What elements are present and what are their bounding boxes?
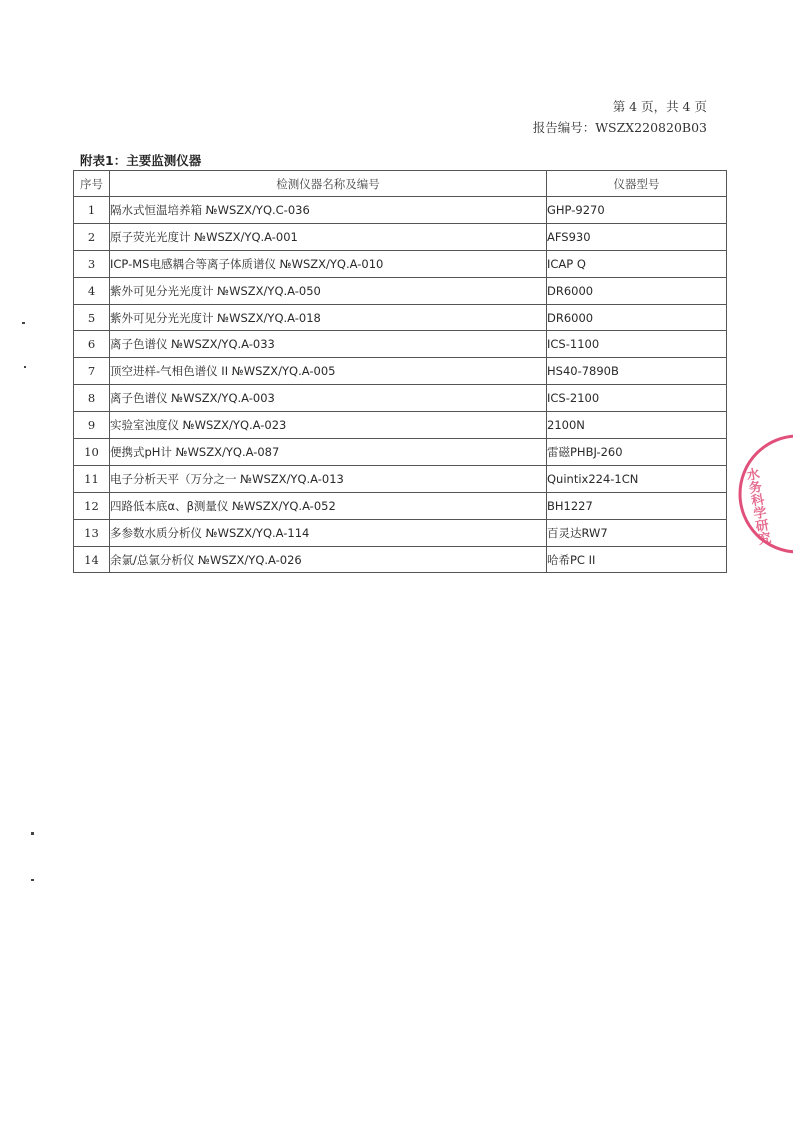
table-row [74, 223, 727, 250]
official-seal [736, 432, 793, 556]
table-row [74, 519, 727, 546]
instrument-model: HS40-7890B [547, 358, 727, 385]
instrument-name: 电子分析天平（万分之一 №WSZX/YQ.A-013 [110, 465, 547, 492]
table-row [74, 385, 727, 412]
row-no: 5 [74, 304, 110, 331]
instrument-name: 余氯/总氯分析仪 №WSZX/YQ.A-026 [110, 546, 547, 573]
instrument-model: ICS-1100 [547, 331, 727, 358]
column-header-no: 序号 [74, 171, 110, 197]
table-row [74, 465, 727, 492]
row-no: 4 [74, 277, 110, 304]
table-header-row [74, 171, 727, 197]
instrument-model: 哈希PC II [547, 546, 727, 573]
table-row [74, 304, 727, 331]
scan-speck [31, 832, 34, 835]
instrument-model: ICS-2100 [547, 385, 727, 412]
instrument-model: 百灵达RW7 [547, 519, 727, 546]
row-no: 2 [74, 223, 110, 250]
row-no: 12 [74, 492, 110, 519]
scan-speck [22, 322, 25, 324]
instrument-name: 隔水式恒温培养箱 №WSZX/YQ.C-036 [110, 197, 547, 224]
row-no: 13 [74, 519, 110, 546]
table-row [74, 277, 727, 304]
table-row [74, 412, 727, 439]
table-row [74, 358, 727, 385]
table-title: 附表1：主要监测仪器 [80, 153, 202, 168]
scan-speck [24, 366, 26, 368]
row-no: 8 [74, 385, 110, 412]
table-row [74, 546, 727, 573]
scan-speck [31, 879, 34, 881]
instrument-name: 紫外可见分光光度计 №WSZX/YQ.A-018 [110, 304, 547, 331]
svg-text:水务科学研究: 水务科学研究 [742, 466, 771, 547]
table-row [74, 197, 727, 224]
table-row [74, 331, 727, 358]
instrument-model: 雷磁PHBJ-260 [547, 439, 727, 466]
instrument-name: 紫外可见分光光度计 №WSZX/YQ.A-050 [110, 277, 547, 304]
instrument-model: 2100N [547, 412, 727, 439]
table-row [74, 250, 727, 277]
row-no: 7 [74, 358, 110, 385]
page-number: 第 4 页，共 4 页 [612, 99, 707, 114]
column-header-model: 仪器型号 [547, 171, 727, 197]
instrument-model: AFS930 [547, 223, 727, 250]
row-no: 3 [74, 250, 110, 277]
page-header [533, 96, 707, 138]
report-number: 报告编号：WSZX220820B03 [532, 120, 707, 135]
instrument-table [73, 170, 727, 573]
row-no: 9 [74, 412, 110, 439]
instrument-model: BH1227 [547, 492, 727, 519]
instrument-name: 实验室浊度仪 №WSZX/YQ.A-023 [110, 412, 547, 439]
instrument-name: 离子色谱仪 №WSZX/YQ.A-033 [110, 331, 547, 358]
instrument-model: DR6000 [547, 304, 727, 331]
instrument-name: 四路低本底α、β测量仪 №WSZX/YQ.A-052 [110, 492, 547, 519]
instrument-name: 原子荧光光度计 №WSZX/YQ.A-001 [110, 223, 547, 250]
row-no: 6 [74, 331, 110, 358]
table-row [74, 492, 727, 519]
instrument-model: DR6000 [547, 277, 727, 304]
instrument-model: GHP-9270 [547, 197, 727, 224]
instrument-name: 离子色谱仪 №WSZX/YQ.A-003 [110, 385, 547, 412]
row-no: 1 [74, 197, 110, 224]
instrument-name: 多参数水质分析仪 №WSZX/YQ.A-114 [110, 519, 547, 546]
row-no: 11 [74, 465, 110, 492]
instrument-model: ICAP Q [547, 250, 727, 277]
column-header-name: 检测仪器名称及编号 [110, 171, 547, 197]
instrument-model: Quintix224-1CN [547, 465, 727, 492]
table-row [74, 439, 727, 466]
row-no: 14 [74, 546, 110, 573]
instrument-name: ICP-MS电感耦合等离子体质谱仪 №WSZX/YQ.A-010 [110, 250, 547, 277]
instrument-name: 顶空进样-气相色谱仪 II №WSZX/YQ.A-005 [110, 358, 547, 385]
row-no: 10 [74, 439, 110, 466]
instrument-name: 便携式pH计 №WSZX/YQ.A-087 [110, 439, 547, 466]
